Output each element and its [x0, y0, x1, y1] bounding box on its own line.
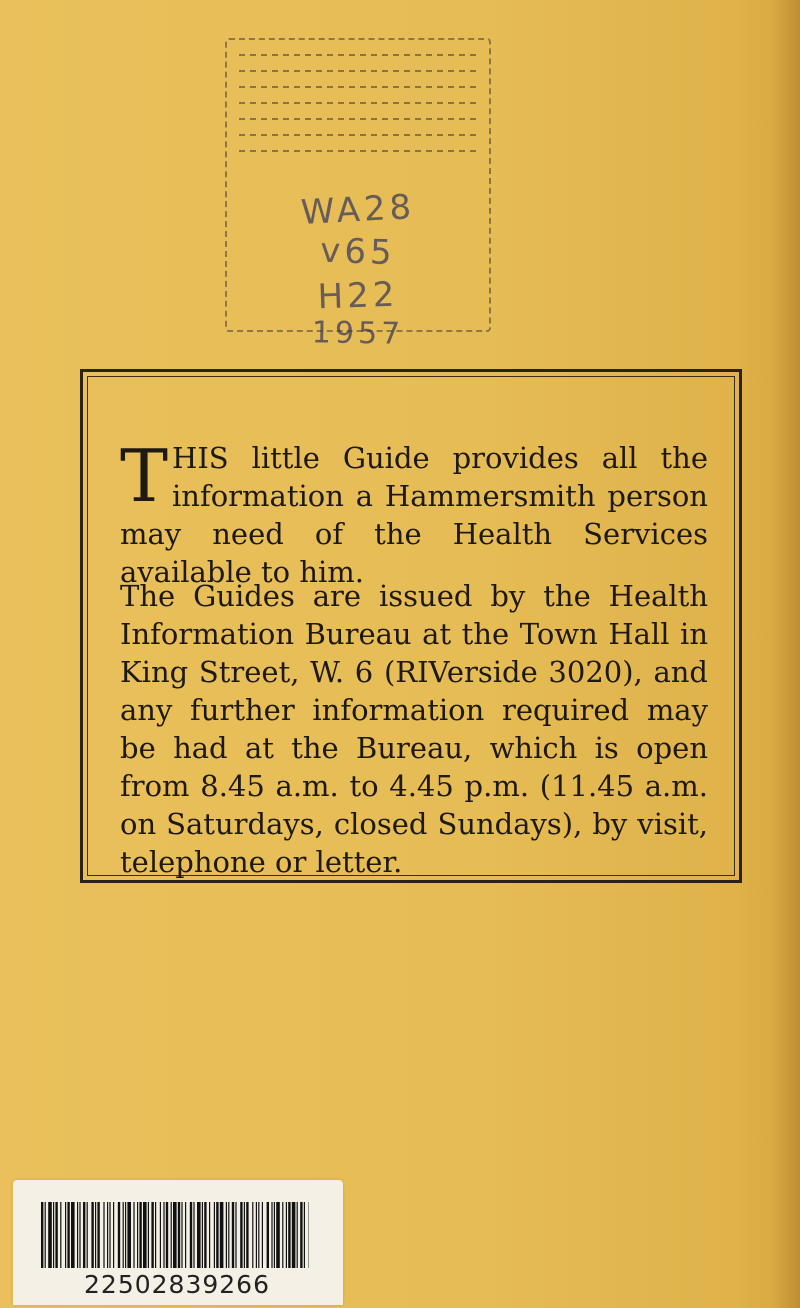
barcode-bar: [163, 1202, 164, 1268]
barcode-bar: [65, 1202, 66, 1268]
barcode-bar: [246, 1202, 248, 1268]
barcode: [41, 1202, 309, 1268]
barcode-bar: [300, 1202, 302, 1268]
barcode-bar: [143, 1202, 147, 1268]
barcode-bar: [235, 1202, 236, 1268]
barcode-bar: [118, 1202, 120, 1268]
barcode-bar: [232, 1202, 234, 1268]
barcode-bar: [190, 1202, 192, 1268]
intro-text: HIS little Guide provides all the information a Hammersmith person may need of the Health Services available to him.: [120, 441, 708, 589]
barcode-bar: [41, 1202, 43, 1268]
stamp-code-line-3: H22: [316, 274, 400, 318]
barcode-bar: [202, 1202, 203, 1268]
barcode-bar: [226, 1202, 227, 1268]
barcode-bar: [53, 1202, 54, 1268]
barcode-bar: [292, 1202, 296, 1268]
barcode-bar: [193, 1202, 194, 1268]
barcode-bar: [197, 1202, 201, 1268]
barcode-bar: [109, 1202, 110, 1268]
barcode-bar: [133, 1202, 134, 1268]
bureau-paragraph: The Guides are issued by the Health Information Bureau at the Town Hall in King Street, W. 6 (RIVerside 3020), and any further information required may be had at the Bureau, which is open from 8.45 a.m. to 4.45 p.m. (11.45 a.m. on Saturdays, closed Sundays), by visit, telephone or letter.: [120, 579, 708, 879]
barcode-bar: [71, 1202, 75, 1268]
stamp-ruled-lines: [239, 54, 477, 166]
barcode-bar: [271, 1202, 272, 1268]
barcode-bar: [274, 1202, 275, 1268]
stamp-year: 1957: [311, 315, 405, 352]
barcode-bar: [173, 1202, 177, 1268]
barcode-bar: [160, 1202, 161, 1268]
barcode-bar: [95, 1202, 96, 1268]
barcode-bar: [48, 1202, 52, 1268]
barcode-bar: [151, 1202, 153, 1268]
barcode-bar: [267, 1202, 269, 1268]
barcode-bar: [209, 1202, 210, 1268]
barcode-bar: [185, 1202, 186, 1268]
barcode-bar: [214, 1202, 215, 1268]
barcode-bar: [155, 1202, 156, 1268]
stamp-code-line-1: WA28: [299, 187, 417, 233]
barcode-bar: [107, 1202, 108, 1268]
barcode-bar: [288, 1202, 290, 1268]
page-edge-shadow: [772, 0, 800, 1308]
barcode-bar: [228, 1202, 229, 1268]
barcode-bar: [91, 1202, 93, 1268]
barcode-bar: [79, 1202, 80, 1268]
stamp-line: [239, 70, 477, 72]
barcode-bar: [45, 1202, 46, 1268]
barcode-bar: [139, 1202, 141, 1268]
barcode-bar: [97, 1202, 99, 1268]
barcode-bar: [304, 1202, 305, 1268]
barcode-bar: [178, 1202, 180, 1268]
barcode-bar: [127, 1202, 131, 1268]
stamp-line: [239, 86, 477, 88]
barcode-bar: [220, 1202, 224, 1268]
barcode-bar: [286, 1202, 287, 1268]
barcode-bar: [166, 1202, 168, 1268]
barcode-bar: [67, 1202, 69, 1268]
barcode-bar: [256, 1202, 257, 1268]
stamp-line: [239, 54, 477, 56]
barcode-bar: [276, 1202, 280, 1268]
barcode-number: 22502839266: [84, 1270, 270, 1299]
barcode-bar: [113, 1202, 114, 1268]
barcode-bar: [171, 1202, 172, 1268]
barcode-bar: [262, 1202, 263, 1268]
stamp-code-line-2: v65: [319, 230, 397, 274]
barcode-bar: [55, 1202, 57, 1268]
intro-paragraph: [120, 434, 708, 591]
barcode-label: [13, 1180, 343, 1305]
information-box: [80, 369, 742, 883]
barcode-bar: [252, 1202, 253, 1268]
drop-cap: T: [120, 434, 169, 518]
barcode-bar: [125, 1202, 126, 1268]
barcode-bar: [123, 1202, 124, 1268]
barcode-bar: [258, 1202, 259, 1268]
barcode-bar: [137, 1202, 138, 1268]
barcode-bar: [297, 1202, 298, 1268]
barcode-bar: [181, 1202, 182, 1268]
barcode-bar: [60, 1202, 61, 1268]
barcode-bar: [148, 1202, 149, 1268]
barcode-bar: [244, 1202, 245, 1268]
barcode-bar: [240, 1202, 242, 1268]
stamp-line: [239, 118, 477, 120]
stamp-line: [239, 150, 477, 152]
barcode-bar: [77, 1202, 78, 1268]
barcode-bar: [216, 1202, 218, 1268]
barcode-bar: [204, 1202, 206, 1268]
stamp-line: [239, 102, 477, 104]
barcode-bar: [282, 1202, 283, 1268]
barcode-bar: [83, 1202, 85, 1268]
barcode-bar: [103, 1202, 104, 1268]
stamp-line: [239, 134, 477, 136]
library-stamp: [225, 38, 491, 352]
barcode-bar: [87, 1202, 88, 1268]
